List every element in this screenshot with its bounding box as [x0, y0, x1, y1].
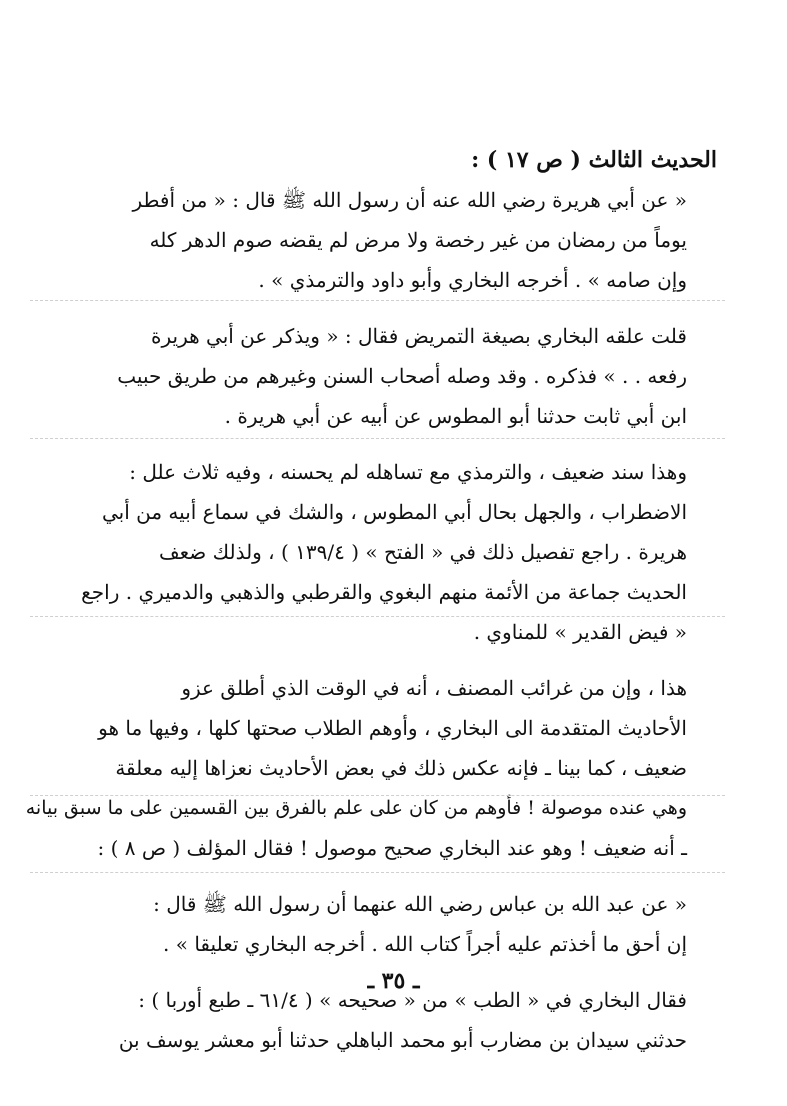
paragraph-divider: [30, 438, 725, 439]
paragraph-divider: [30, 616, 725, 617]
text-line: ـ أنه ضعيف ! وهو عند البخاري صحيح موصول ! فقال المؤلف ( ص ٨ ) :: [97, 836, 687, 860]
text-line: هذا ، وإن من غرائب المصنف ، أنه في الوقت الذي أطلق عزو: [181, 676, 687, 700]
text-line: الحديث جماعة من الأئمة منهم البغوي والقرطبي والذهبي والدميري . راجع: [81, 580, 687, 604]
text-line: حدثني سيدان بن مضارب أبو محمد الباهلي حدثنا أبو معشر يوسف بن: [118, 1028, 687, 1052]
text-line: وإن صامه » . أخرجه البخاري وأبو داود والترمذي » .: [258, 268, 687, 292]
page-body: [25, 140, 717, 1060]
paragraph-divider: [30, 300, 725, 301]
text-line: وهي عنده موصولة ! فأوهم من كان على علم بالفرق بين القسمين على ما سبق بيانه: [25, 797, 687, 819]
quoted-hadith-paragraph: [40, 884, 717, 964]
text-line: رفعه . . » فذكره . وقد وصله أصحاب السنن وغيرهم من طريق حبيب: [117, 364, 687, 388]
text-line: ابن أبي ثابت حدثنا أبو المطوس عن أبيه عن أبي هريرة .: [224, 404, 687, 428]
section-heading: الحديث الثالث ( ص ١٧ ) :: [471, 147, 717, 173]
text-line: فقال البخاري في « الطب » من « صحيحه » ( ٦١/٤ ـ طبع أوربا ) :: [138, 988, 687, 1012]
text-line: وهذا سند ضعيف ، والترمذي مع تساهله لم يحسنه ، وفيه ثلاث علل :: [129, 460, 687, 484]
text-line: يوماً من رمضان من غير رخصة ولا مرض لم يقضه صوم الدهر كله: [149, 228, 687, 252]
commentary-paragraph: [40, 316, 717, 436]
analysis-paragraph: [40, 452, 717, 652]
hadith-paragraph: [40, 180, 717, 300]
text-line: « فيض القدير » للمناوي .: [473, 620, 687, 644]
paragraph-divider: [30, 872, 725, 873]
critique-paragraph: [25, 668, 717, 868]
paragraph-divider: [30, 795, 725, 796]
page-number: ـ ٣٥ ـ: [367, 968, 420, 994]
text-line: الأحاديث المتقدمة الى البخاري ، وأوهم الطلاب صحتها كلها ، وفيها ما هو: [98, 716, 687, 740]
text-line: هريرة . راجع تفصيل ذلك في « الفتح » ( ١٣٩/٤ ) ، ولذلك ضعف: [158, 540, 687, 564]
text-line: ضعيف ، كما بينا ـ فإنه عكس ذلك في بعض الأحاديث نعزاها إليه معلقة: [115, 756, 687, 780]
text-line: « عن عبد الله بن عباس رضي الله عنهما أن رسول الله ﷺ قال :: [153, 892, 687, 916]
text-line: « عن أبي هريرة رضي الله عنه أن رسول الله ﷺ قال : « من أفطر: [132, 188, 687, 212]
text-line: قلت علقه البخاري بصيغة التمريض فقال : « ويذكر عن أبي هريرة: [151, 324, 687, 348]
text-line: الاضطراب ، والجهل بحال أبي المطوس ، والشك في سماع أبيه من أبي: [101, 500, 687, 524]
text-line: إن أحق ما أخذتم عليه أجراً كتاب الله . أخرجه البخاري تعليقا » .: [163, 932, 687, 956]
